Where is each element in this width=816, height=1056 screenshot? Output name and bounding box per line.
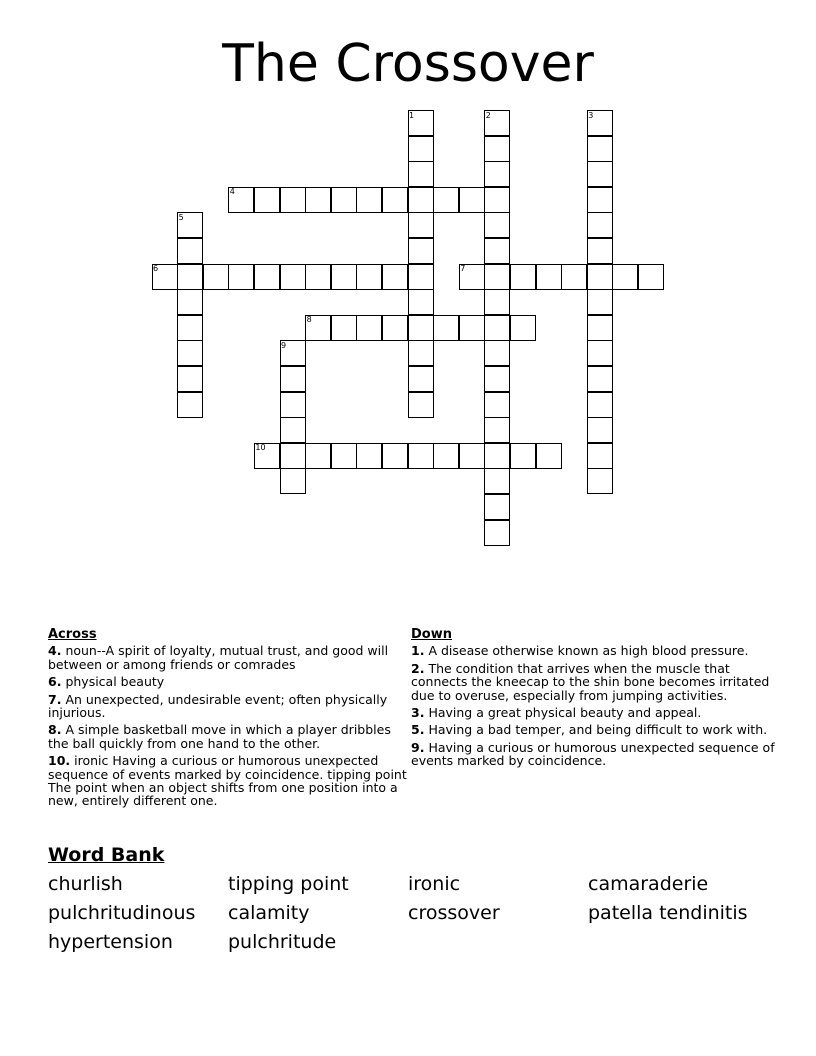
- crossword-cell[interactable]: [408, 187, 434, 213]
- crossword-cell[interactable]: [484, 417, 510, 443]
- crossword-cell[interactable]: [408, 340, 434, 366]
- down-clues: [411, 628, 776, 772]
- crossword-cell[interactable]: [305, 443, 331, 469]
- word-bank-word: pulchritude: [228, 931, 337, 953]
- word-bank-row: [48, 871, 768, 900]
- clue-number-label: 10: [255, 443, 266, 453]
- clue-down-5: 5. Having a bad temper, and being difficult to work with.: [411, 722, 768, 738]
- crossword-cell[interactable]: [408, 443, 434, 469]
- word-bank-word: crossover: [408, 902, 500, 924]
- crossword-cell[interactable]: [484, 187, 510, 213]
- crossword-cell[interactable]: [177, 392, 203, 418]
- crossword-cell[interactable]: [484, 264, 510, 290]
- crossword-cell[interactable]: [484, 494, 510, 520]
- crossword-cell[interactable]: [177, 340, 203, 366]
- clue-down-1: 1. A disease otherwise known as high blood pressure.: [411, 643, 749, 659]
- crossword-cell[interactable]: [484, 161, 510, 187]
- across-clues: [48, 628, 410, 812]
- crossword-cell[interactable]: [587, 392, 613, 418]
- clue-across-7: 7. An unexpected, undesirable event; often physically injurious.: [48, 691, 388, 721]
- crossword-cell[interactable]: [331, 264, 357, 290]
- crossword-cell[interactable]: [408, 264, 434, 290]
- crossword-cell[interactable]: [459, 187, 485, 213]
- crossword-cell[interactable]: [408, 212, 434, 238]
- crossword-cell[interactable]: [382, 315, 408, 341]
- crossword-cell[interactable]: [203, 264, 229, 290]
- crossword-cell[interactable]: [177, 366, 203, 392]
- crossword-cell[interactable]: [382, 443, 408, 469]
- clue-down-9: 9. Having a curious or humorous unexpected sequence of events marked by coincidence.: [411, 739, 775, 769]
- crossword-cell[interactable]: [484, 315, 510, 341]
- crossword-cell[interactable]: [177, 315, 203, 341]
- word-bank-row: [48, 900, 768, 929]
- crossword-cell[interactable]: [280, 443, 306, 469]
- crossword-cell[interactable]: [356, 315, 382, 341]
- word-bank: [48, 871, 768, 958]
- crossword-cell[interactable]: [433, 443, 459, 469]
- crossword-cell[interactable]: [484, 238, 510, 264]
- crossword-cell[interactable]: [280, 417, 306, 443]
- crossword-cell[interactable]: [280, 264, 306, 290]
- crossword-cell[interactable]: [536, 443, 562, 469]
- crossword-cell[interactable]: [587, 289, 613, 315]
- crossword-cell[interactable]: [254, 187, 280, 213]
- crossword-cell[interactable]: [177, 238, 203, 264]
- clue-number-label: 8: [306, 315, 312, 325]
- clue-number-label: 9: [281, 340, 287, 350]
- word-bank-row: [48, 929, 768, 958]
- word-bank-word: pulchritudinous: [48, 902, 196, 924]
- crossword-cell[interactable]: [177, 264, 203, 290]
- crossword-cell[interactable]: [536, 264, 562, 290]
- clue-across-4: 4. noun--A spirit of loyalty, mutual trust, and good will between or among friends or comrades: [48, 643, 389, 672]
- crossword-cell[interactable]: [408, 136, 434, 162]
- crossword-cell[interactable]: [638, 264, 664, 290]
- crossword-cell[interactable]: [280, 468, 306, 494]
- crossword-cell[interactable]: [587, 340, 613, 366]
- crossword-cell[interactable]: [484, 520, 510, 546]
- crossword-cell[interactable]: [459, 443, 485, 469]
- crossword-cell[interactable]: [484, 289, 510, 315]
- crossword-cell[interactable]: [382, 187, 408, 213]
- crossword-cell[interactable]: [408, 315, 434, 341]
- word-bank-word: tipping point: [228, 873, 349, 895]
- crossword-cell[interactable]: [280, 392, 306, 418]
- clue-number-label: 5: [178, 212, 184, 222]
- clue-number-label: 4: [229, 187, 235, 197]
- down-heading: Down: [411, 627, 452, 642]
- clue-number-label: 6: [153, 264, 159, 274]
- clue-number-label: 3: [588, 110, 594, 120]
- word-bank-word: camaraderie: [588, 873, 709, 895]
- clue-number-label: 1: [409, 110, 415, 120]
- crossword-cell[interactable]: [484, 340, 510, 366]
- crossword-cell[interactable]: [280, 187, 306, 213]
- clue-across-6: 6. physical beauty: [48, 674, 165, 690]
- crossword-cell[interactable]: [484, 212, 510, 238]
- crossword-cell[interactable]: [177, 289, 203, 315]
- crossword-cell[interactable]: [587, 136, 613, 162]
- crossword-cell[interactable]: [587, 161, 613, 187]
- across-heading: Across: [48, 627, 97, 642]
- crossword-cell[interactable]: [587, 187, 613, 213]
- crossword-cell[interactable]: [587, 417, 613, 443]
- clue-number-label: 2: [485, 110, 491, 120]
- clue-down-2: 2. The condition that arrives when the muscle that connects the kneecap to the shin bone becomes irritated due to overuse, especially from jumping activities.: [411, 660, 770, 703]
- crossword-cell[interactable]: [408, 161, 434, 187]
- crossword-cell[interactable]: [484, 468, 510, 494]
- crossword-cell[interactable]: [484, 136, 510, 162]
- crossword-cell[interactable]: [587, 443, 613, 469]
- crossword-cell[interactable]: [356, 443, 382, 469]
- crossword-cell[interactable]: [612, 264, 638, 290]
- crossword-cell[interactable]: [587, 212, 613, 238]
- word-bank-word: churlish: [48, 873, 123, 895]
- crossword-cell[interactable]: [408, 366, 434, 392]
- crossword-cell[interactable]: [408, 289, 434, 315]
- crossword-cell[interactable]: [510, 264, 536, 290]
- crossword-cell[interactable]: [433, 187, 459, 213]
- crossword-cell[interactable]: [331, 315, 357, 341]
- word-bank-word: calamity: [228, 902, 310, 924]
- crossword-cell[interactable]: [408, 238, 434, 264]
- clue-across-8: 8. A simple basketball move in which a player dribbles the ball quickly from one hand to the other.: [48, 722, 391, 751]
- crossword-cell[interactable]: [356, 264, 382, 290]
- crossword-cell[interactable]: [280, 366, 306, 392]
- puzzle-title: The Crossover: [222, 34, 594, 94]
- clue-down-3: 3. Having a great physical beauty and appeal.: [411, 705, 702, 721]
- word-bank-word: ironic: [408, 873, 461, 895]
- crossword-cell[interactable]: [331, 443, 357, 469]
- crossword-cell[interactable]: [561, 264, 587, 290]
- crossword-cell[interactable]: [484, 443, 510, 469]
- clue-across-10: 10. ironic Having a curious or humorous unexpected sequence of events marked by coincidence. tipping point The point when an object shifts from one position into a new, entirely different one.: [48, 753, 407, 809]
- crossword-cell[interactable]: [510, 315, 536, 341]
- crossword-cell[interactable]: [484, 392, 510, 418]
- crossword-cell[interactable]: [510, 443, 536, 469]
- clue-number-label: 7: [460, 264, 466, 274]
- crossword-cell[interactable]: [587, 468, 613, 494]
- word-bank-word: hypertension: [48, 931, 173, 953]
- word-bank-title: Word Bank: [48, 844, 165, 866]
- crossword-cell[interactable]: [433, 315, 459, 341]
- crossword-cell[interactable]: [408, 392, 434, 418]
- word-bank-word: patella tendinitis: [588, 902, 748, 924]
- crossword-cell[interactable]: [587, 315, 613, 341]
- crossword-cell[interactable]: [587, 366, 613, 392]
- crossword-cell[interactable]: [587, 238, 613, 264]
- crossword-cell[interactable]: [254, 264, 280, 290]
- crossword-cell[interactable]: [305, 264, 331, 290]
- crossword-cell[interactable]: [459, 315, 485, 341]
- crossword-cell[interactable]: [382, 264, 408, 290]
- crossword-cell[interactable]: [331, 187, 357, 213]
- crossword-cell[interactable]: [305, 187, 331, 213]
- crossword-cell[interactable]: [484, 366, 510, 392]
- crossword-cell[interactable]: [228, 264, 254, 290]
- crossword-cell[interactable]: [356, 187, 382, 213]
- crossword-cell[interactable]: [587, 264, 613, 290]
